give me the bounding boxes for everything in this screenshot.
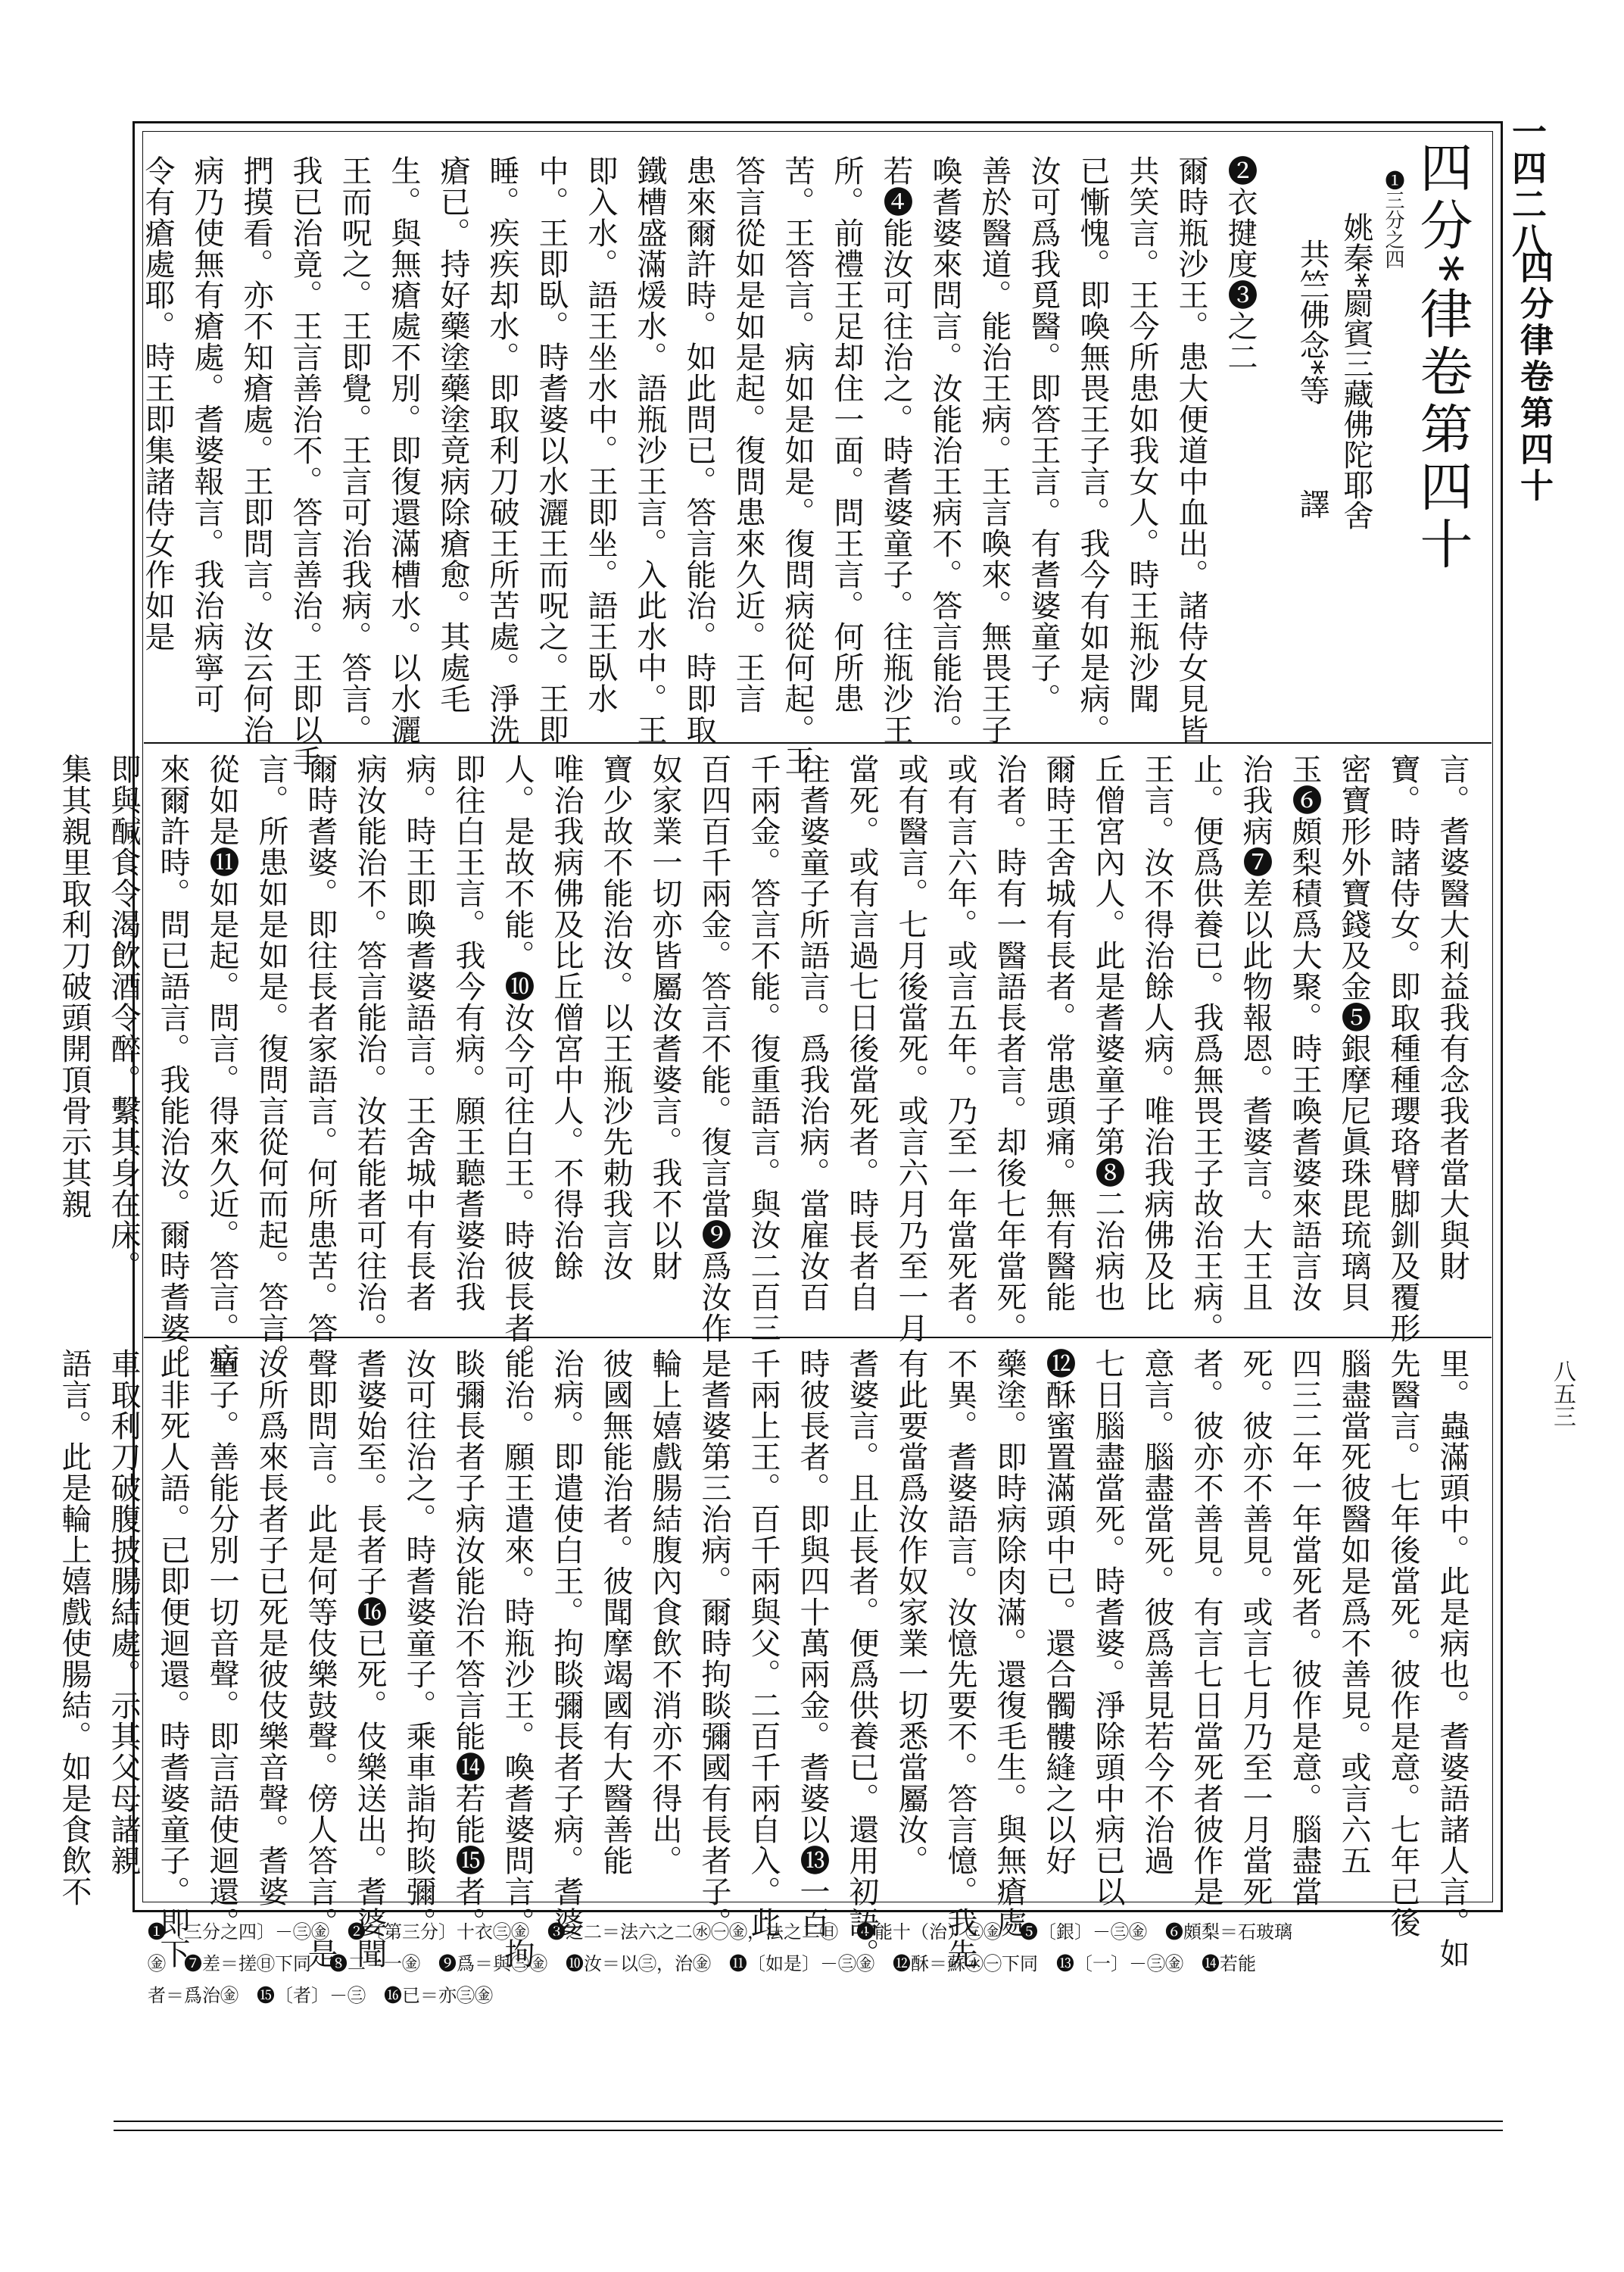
text-column: 集其親里取利刀破頭開頂骨示其親 — [57, 754, 92, 1219]
text-column: 即入水。語王坐水中。王即坐。語王臥水 — [583, 155, 618, 714]
text-column: 四三二年一年當死者。彼作是意。腦盡當 — [1287, 1348, 1322, 1907]
text-column: 言。耆婆醫大利益我有念我者當大與財 — [1435, 754, 1470, 1281]
text-column: 語言。此是輪上嬉戲使腸結。如是食飲不 — [57, 1348, 92, 1907]
bottom-rule-1 — [114, 2121, 1503, 2122]
text-column: 捫摸看。亦不知瘡處。王即問言。汝云何治 — [238, 155, 273, 745]
bottom-rule-2 — [114, 2130, 1503, 2131]
title-note: ❶三分之四 — [1382, 170, 1404, 269]
text-column: 唯治我病佛及比丘僧宮中人。不得治餘 — [549, 754, 584, 1281]
title-block — [1290, 140, 1476, 738]
text-column: ⓬酥蜜置滿頭中已。還合髑髏縫之以好 — [1041, 1348, 1076, 1876]
text-column: 善於醫道。能治王病。王言喚來。無畏王子 — [977, 155, 1011, 745]
text-column: 王而呪之。王即覺。王言可治我病。答言。 — [337, 155, 372, 745]
text-column: 即往白王言。我今有病。願王聽耆婆治我 — [450, 754, 485, 1312]
page-number: 一四二八 — [1507, 114, 1548, 259]
text-column: 止。便爲供養已。我爲無畏王子故治王病。 — [1189, 754, 1223, 1344]
text-column: 寶少故不能治汝。以王瓶沙先勅我言汝 — [598, 754, 633, 1281]
text-column: 王言。汝不得治餘人病。唯治我病佛及比 — [1139, 754, 1174, 1312]
text-column: 腦盡當死彼醫如是爲不善見。或言六五 — [1336, 1348, 1371, 1876]
translators-line-2 — [1290, 140, 1334, 738]
text-column: 中。王即臥。時耆婆以水灑王而呪之。王即 — [534, 155, 569, 745]
text-column: 病。時王即喚耆婆語言。王舍城中有長者 — [401, 754, 436, 1312]
text-column: 百四百千兩金。答言不能。復言當❾爲汝作 — [697, 754, 731, 1344]
text-column: 是耆婆第三治病。爾時拘睒彌國有長者子。 — [697, 1348, 731, 1938]
text-column: 車取利刀破腹披腸結處。示其父母諸親 — [106, 1348, 141, 1876]
text-column: 意言。腦盡當死。彼爲善見若今不治過 — [1139, 1348, 1174, 1876]
text-column: 爾時王舍城有長者。常患頭痛。無有醫能 — [1041, 754, 1076, 1312]
text-column: 或有醫言。七月後當死。或言六月乃至一月 — [893, 754, 928, 1344]
text-column: 者。彼亦不善見。有言七日當死者彼作是 — [1189, 1348, 1223, 1907]
text-column: 不異。耆婆語言。汝憶先要不。答言憶。我先 — [943, 1348, 977, 1969]
scroll-title: 四分*律卷第四十 — [1411, 140, 1473, 574]
text-column: 共笑言。王今所患如我女人。時王瓶沙聞 — [1124, 155, 1159, 714]
text-column: 爾時耆婆。即往長者家語言。何所患苦。答 — [303, 754, 338, 1344]
text-column: 病汝能治不。答言能治。汝若能者可往治。 — [352, 754, 387, 1344]
text-column: 汝所爲來長者子已死是彼伎樂音聲。耆婆 — [254, 1348, 288, 1907]
translators-names: 共竺佛念*等 — [1295, 239, 1329, 405]
text-column: 睡。疾疾却水。即取利刀破王所苦處。淨洗 — [485, 155, 519, 745]
text-column: 千兩上王。百千兩與父。二百千兩自入。此 — [746, 1348, 781, 1938]
text-column: 生。與無瘡處不別。即復還滿槽水。以水灑 — [386, 155, 421, 745]
text-column: 瘡已。持好藥塗藥塗竟病除瘡愈。其處毛 — [435, 155, 470, 714]
text-column: 治者。時有一醫語長者言。却後七年當死。 — [992, 754, 1027, 1344]
footnote-line: 者＝爲治㊎ ⓯〔者〕－㊂ ⓰已＝亦㊂㊎ — [148, 1985, 493, 2006]
text-column: 死。彼亦不善見。或言七月乃至一月當死 — [1238, 1348, 1273, 1907]
text-column: 喚耆婆來問言。汝能治王病不。答言能治。 — [927, 155, 962, 745]
footnote-line: ㊎ ❼差＝搓㊐下同 ❽二＝一㊎ ❾爲＝與㊂㊎ ❿汝＝以㊂，治㊎ ⓫〔如是〕－㊂㊎ ⓬酥＝蘇㊌㊀下同 ⓭〔一〕－㊂㊎ ⓮若能 — [148, 1953, 1256, 1974]
running-title: 四分律卷第四十 — [1514, 250, 1553, 504]
text-column: 奴家業一切亦皆屬汝耆婆言。我不以財 — [647, 754, 682, 1281]
text-column: 時彼長者。即與四十萬兩金。耆婆以⓭一百 — [795, 1348, 830, 1938]
text-column: 此非死人語。已即便迴還。時耆婆童子。即下 — [155, 1348, 190, 1969]
text-column: 患來爾許時。如此問已。答言能治。時即取 — [681, 155, 716, 745]
text-column: ❷衣揵度❸之二 — [1223, 155, 1258, 373]
translators-role: 譯 — [1295, 488, 1329, 519]
text-column: 爾時瓶沙王。患大便道中血出。諸侍女見皆 — [1174, 155, 1208, 745]
middle-text-block — [57, 754, 1476, 1375]
text-column: 能治。願王遣來。時瓶沙王。喚耆婆問言。拘 — [500, 1348, 535, 1969]
text-column: 輪上嬉戲腸結腹內食飲不消亦不得出。 — [647, 1348, 682, 1876]
footnote-line: ❶〔三分之四〕－㊂㊎ ❷〔第三分〕十衣㊂㊎ ❸之二＝法六之二㊌㊀㊎，法之二㊐ ❹能十（治）㊂㊎ ❺〔銀〕－㊂㊎ ❻頗梨＝石玻璃 — [148, 1921, 1292, 1943]
side-page-number: 八五三 — [1549, 1359, 1576, 1428]
text-column: 聲即問言。此是何等伎樂鼓聲。傍人答言。是 — [303, 1348, 338, 1969]
text-column: 七日腦盡當死。時耆婆。淨除頭中病已以 — [1090, 1348, 1125, 1907]
text-column: 治我病❼差以此物報恩。耆婆言。大王且 — [1238, 754, 1273, 1312]
text-column: 先醫言。七年後當死。彼作是意。七年已後 — [1386, 1348, 1420, 1938]
text-column: 令有瘡處耶。時王即集諸侍女作如是 — [140, 155, 175, 652]
text-column: 密寶形外寶錢及金❺銀摩尼眞珠毘琉璃貝 — [1336, 754, 1371, 1312]
text-column: 丘僧宮內人。此是耆婆童子第❽二治病也 — [1090, 754, 1125, 1312]
text-column: 來爾許時。問已語言。我能治汝。爾時耆婆。 — [155, 754, 190, 1375]
text-column: 耆婆言。且止長者。便爲供養已。還用初語。 — [844, 1348, 879, 1969]
text-column: 即與醎食令渴飲酒令醉。繫其身在床。 — [106, 754, 141, 1281]
text-column: 人。是故不能。❿汝今可往白王。時彼長者。 — [500, 754, 535, 1375]
text-column: 我已治竟。王言善治不。答言善治。王即以手 — [288, 155, 323, 776]
text-column: 言。所患如是如是。復問言從何而起。答言。 — [254, 754, 288, 1375]
top-text-block — [140, 155, 1264, 776]
text-column: 汝可往治之。時耆婆童子。乘車詣拘睒彌。 — [401, 1348, 436, 1938]
text-column: 往耆婆童子所語言。爲我治病。當雇汝百 — [795, 754, 830, 1312]
text-column: 玉❻頗梨積爲大聚。時王喚耆婆來語言汝 — [1287, 754, 1322, 1312]
text-column: 耆婆始至。長者子⓰已死。伎樂送出。耆婆聞 — [352, 1348, 387, 1969]
footnotes — [148, 1916, 1495, 2011]
text-column: 汝可爲我覓醫。即答王言。有耆婆童子。 — [1026, 155, 1061, 714]
text-column: 童子。善能分別一切音聲。即言語使迴還。 — [204, 1348, 239, 1938]
text-column: 鐵槽盛滿煖水。語瓶沙王言。入此水中。王 — [632, 155, 667, 745]
text-column: 彼國無能治者。彼聞摩竭國有大醫善能 — [598, 1348, 633, 1876]
text-column: 已慚愧。即喚無畏王子言。我今有如是病。 — [1075, 155, 1110, 745]
text-column: 苦。王答言。病如是如是。復問病從何起。王 — [780, 155, 815, 776]
text-column: 當死。或有言過七日後當死者。時長者自 — [844, 754, 879, 1312]
text-column: 千兩金。答言不能。復重語言。與汝二百三 — [746, 754, 781, 1344]
text-column: 治病。即遣使白王。拘睒彌長者子病。耆婆 — [549, 1348, 584, 1938]
text-column: 藥塗。即時病除肉滿。還復毛生。與無瘡處 — [992, 1348, 1027, 1938]
text-column: 若❹能汝可往治之。時耆婆童子。往瓶沙王 — [878, 155, 913, 745]
text-column: 或有言六年。或言五年。乃至一年當死者。 — [943, 754, 977, 1344]
text-column: 答言從如是如是起。復問患來久近。王言 — [731, 155, 765, 714]
text-column: 所。前禮王足却住一面。問王言。何所患 — [829, 155, 864, 714]
text-column: 從如是⓫如是起。問言。得來久近。答言。病 — [204, 754, 239, 1375]
text-column: 病乃使無有瘡處。耆婆報言。我治病寧可 — [189, 155, 224, 714]
text-column: 有此要當爲汝作奴家業一切悉當屬汝。 — [893, 1348, 928, 1876]
section-divider-2 — [144, 1337, 1492, 1338]
translators-line-1: 姚秦*罽賓三藏佛陀耶舍 — [1339, 212, 1373, 530]
text-column: 睒彌長者子病汝能治不答言能⓮若能⓯者。 — [450, 1348, 485, 1938]
text-column: 里。蟲滿頭中。此是病也。耆婆語諸人言。如 — [1435, 1348, 1470, 1969]
text-column: 寶。時諸侍女。即取種種瓔珞臂脚釧及覆形 — [1386, 754, 1420, 1344]
